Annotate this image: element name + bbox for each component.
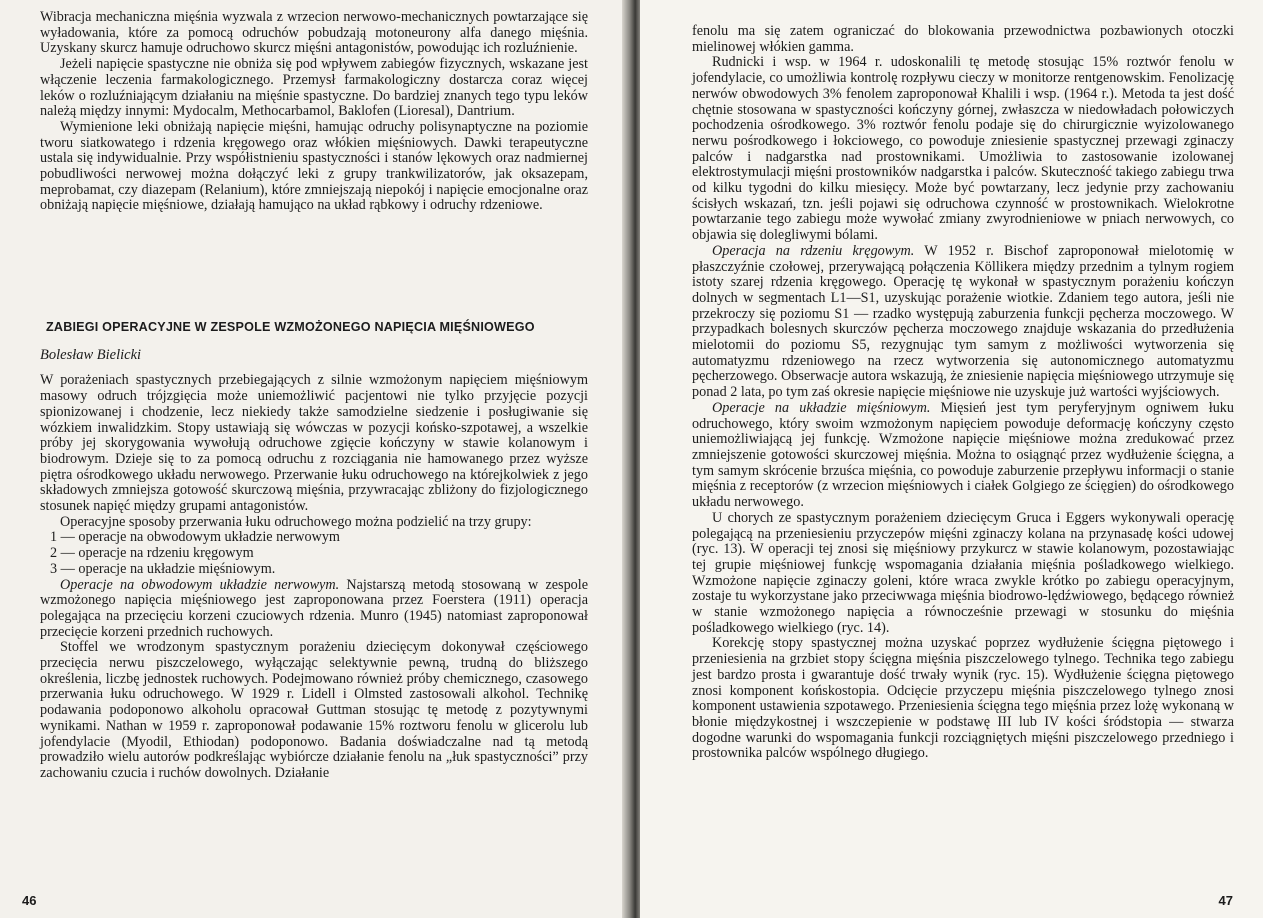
miesnie-text: Mięsień jest tym peryferyjnym ogniwem łuku odruchowego, który swoim wzmożonym napięciem powoduje deformację kończyny często uniemożliwiającą jej funkcję. Wzmożone napięcie mięśniowe można zredukować przez zmniejszenie gotowości skurczowej mięśnia. Można to osiągnąć przez wydłużenie ścięgna, a tym samym skrócenie brzuśca mięśnia, co powoduje zaburzenie przepływu informacji o stanie mięśnia z receptorów (z wrzecion mięśniowych i ciałek Golgiego ze ścięgien) do ośrodkowego układu nerwowego. — [692, 399, 1234, 511]
groups-list — [40, 530, 588, 577]
paragraph-intro: W porażeniach spastycznych przebiegających z silnie wzmożonym napięciem mięśniowym masowy odruch trójzgięcia może uniemożliwić pacjentowi nie tylko przyjęcie pozycji spionizowanej i chodzenie, lecz niekiedy także samodzielne siedzenie i posługiwanie się wózkiem inwalidzkim. Stopy ustawiają się wówczas w pozycji końsko-szpotawej, a wszelkie próby jej skorygowania wywołują odruchowe zgięcie kończyny w stawie kolanowym i biodrowym. Dzieje się to za pomocą odruchu z rozciągania nie hamowanego przez wyższe piętra ośrodkowego układu nerwowego. Przerwanie łuku odruchowego na którejkolwiek z jego składowych zmniejsza gotowość skurczową mięśnia, przywracając zbliżony do fizjologicznego stosunek napięć między grupami antagonistów. — [40, 372, 588, 515]
paragraph-fenol: fenolu ma się zatem ograniczać do blokowania przewodnictwa pozbawionych otoczki mielinowej włókien gamma. — [692, 23, 1234, 55]
page-number-left: 46 — [22, 893, 37, 908]
right-column — [692, 24, 1234, 762]
paragraph-obwodowy — [40, 578, 588, 641]
paragraph-rudnicki: Rudnicki i wsp. w 1964 r. udoskonalili tę metodę stosując 15% roztwór fenolu w jofendylacie, co umożliwia kontrolę rozpływu cieczy w monitorze rentgenowskim. Fenolizację nerwów obwodowych 3% fenolem zaproponował Khalili i wsp. (1964 r.). Metoda ta jest dość chętnie stosowana w spastyczności kończyny górnej, zwłaszcza w niedowładach połowiczych pochodzenia ośrodkowego. 3% roztwór fenolu podaje się do chirurgicznie wyizolowanego nerwu pośrodkowego i łokciowego, co powoduje zniesienie spastycznej przewagi zginaczy palców i nadgarstka nad prostownikami. Umożliwia to zastosowanie izolowanej elektrostymulacji mięśni prostowników nadgarstka i palców. Skuteczność takiego zabiegu trwa od kilku tygodni do kilku miesięcy. Może być powtarzany, lecz jedynie przy zachowaniu ścisłych wskazań, tzn. jeśli pojawi się odruchowa czynność w prostownikach. Wielokrotne powtarzanie tego zabiegu może wywołać zmiany zwyrodnieniowe w pniach nerwowych, co objawia się dolegliwymi bólami. — [692, 54, 1234, 244]
left-section-column — [40, 320, 588, 782]
paragraph-farmakologia: Jeżeli napięcie spastyczne nie obniża się pod wpływem zabiegów fizycznych, wskazane jest włączenie leczenia farmakologicznego. Przemysł farmakologiczny dostarcza coraz więcej leków o rozluźniającym działaniu na mięśnie spastyczne. Do bardziej znanych tego typu leków należą między innymi: Mydocalm, Methocarbamol, Baklofen (Lioresal), Dantrium. — [40, 56, 588, 120]
page-number-right: 47 — [1218, 893, 1233, 908]
list-item: 2 — operacje na rdzeniu kręgowym — [50, 545, 254, 562]
paragraph-leki: Wymienione leki obniżają napięcie mięśni, hamując odruchy polisynaptyczne na poziomie tworu siatkowatego i rdzenia kręgowego oraz włókien mięśniowych. Dawki terapeutyczne ustala się indywidualnie. Przy współistnieniu spastyczności i stanów lękowych oraz nadmiernej pobudliwości nerwowej można dołączyć leki z grupy trankwilizatorów, jak oksazepam, meprobamat, czy diazepam (Relanium), które zmniejszają niepokój i napięcie emocjonalne oraz obniżają napięcie mięśniowe, działają hamująco na układ rąbkowy i odruchy rdzeniowe. — [40, 118, 588, 214]
paragraph-groups-intro: Operacyjne sposoby przerwania łuku odruchowego można podzielić na trzy grupy: — [60, 513, 532, 530]
paragraph-miesnie — [692, 401, 1234, 511]
section-heading: ZABIEGI OPERACYJNE W ZESPOLE WZMOŻONEGO NAPIĘCIA MIĘŚNIOWEGO — [46, 320, 535, 334]
author-name: Bolesław Bielicki — [40, 346, 142, 363]
rdzen-text: W 1952 r. Bischof zaproponował mielotomię w płaszczyźnie czołowej, przerywającą połączenia Köllikera między przednim a tylnym rogiem istoty szarej rdzenia kręgowego. Operację tę wykonał w spastycznym porażeniu kończyn dolnych w segmentach L1—S1, uzyskując porażenie wiotkie. Zdaniem tego autora, jeśli nie przekroczy się poziomu S1 — rzadko występują zaburzenia funkcji pęcherza moczowego. W przypadkach bolesnych skurczów pęcherza moczowego znajduje wskazania do przedłużenia mielotomii do poziomu S5, rezygnując tym samym z możliwości wytworzenia się automatyzmu rdzeniowego na rzecz wytworzenia się autonomicznego automatyzmu pęcherzowego. Obserwacje autora wskazują, że zniesienie napięcia mięśniowego utrzymuje się ponad 2 lata, po tym zaś okresie napięcie mięśniowe nie uzyskuje już wartości wyjściowych. — [692, 242, 1235, 401]
list-item: 1 — operacje na obwodowym układzie nerwowym — [50, 529, 340, 546]
paragraph-rdzen — [692, 244, 1234, 401]
paragraph-stoffel: Stoffel we wrodzonym spastycznym porażeniu dziecięcym dokonywał częściowego przecięcia nerwu piszczelowego, wyłączając selektywnie pewną, trudną do bliższego określenia, liczbę jednostek ruchowych. Podejmowano również próby chemicznego, czasowego przerwania łuku odruchowego. W 1929 r. Lidell i Olmsted zastosowali alkohol. Technikę podawania podoponowo alkoholu opracował Guttman stosując tę metodę z pozytywnymi wynikami. Nathan w 1959 r. zaproponował podawanie 15% roztworu fenolu w glicerolu lub jofendylacie (Myodil, Ethiodan) podoponowo. Badania doświadczalne nad tą metodą prowadziło wielu autorów podkreślając wybiórcze działanie fenolu na „łuk spastyczności” przy zachowaniu czucia i ruchów dowolnych. Działanie — [40, 639, 588, 781]
obwodowy-text: Najstarszą metodą stosowaną w zespole wzmożonego napięcia mięśniowego jest zaproponowana przez Foerstera (1911) operacja polegająca na przecięciu korzeni czuciowych rdzenia. Munro (1945) natomiast zaproponował przecięcie korzeni przednich ruchowych. — [40, 576, 588, 640]
subsection-title-obwodowy: Operacje na obwodowym układzie nerwowym. — [60, 576, 340, 593]
right-page — [640, 0, 1263, 918]
subsection-title-miesnie: Operacje na układzie mięśniowym. — [712, 399, 931, 416]
paragraph-gruca: U chorych ze spastycznym porażeniem dziecięcym Gruca i Eggers wykonywali operację polegającą na przeniesieniu przyczepów mięśni zginaczy kolana na przynasadę kości udowej (ryc. 13). W operacji tej znosi się mięśniowy przykurcz w stawie kolanowym, pozostawiając tej grupie mięśniowej funkcję wspomagania działania mięśnia pośladkowego wielkiego. Wzmożone napięcie zginaczy goleni, które wraca zwykle krótko po zabiegu operacyjnym, zostaje tu wykorzystane jako przeciwwaga mięśnia biodrowo-lędźwiowego, będącego również w stanie wzmożonego napięcia a równocześnie przewagi w stosunku do mięśnia pośladkowego wielkiego (ryc. 14). — [692, 509, 1234, 636]
paragraph-wibracja: Wibracja mechaniczna mięśnia wyzwala z wrzecion nerwowo-mechanicznych powtarzające się wyładowania, które za pomocą odruchów pobudzają motoneurony alfa danego mięśnia. Uzyskany skurcz hamuje odruchowo skurcz mięśni antagonistów, powodując ich rozluźnienie. — [40, 9, 588, 57]
subsection-title-rdzen: Operacja na rdzeniu kręgowym. — [712, 242, 915, 259]
paragraph-korekcja: Korekcję stopy spastycznej można uzyskać poprzez wydłużenie ścięgna piętowego i przeniesienia na grzbiet stopy ścięgna mięśnia piszczelowego tylnego. Technika tego zabiegu jest bardzo prosta i gwarantuje dość trwały wynik (ryc. 15). Wydłużenie ścięgna piętowego znosi komponent końskostopia. Odcięcie przyczepu mięśnia piszczelowego tylnego znosi komponent ustawienia szpotawego. Przeniesienia ścięgna tego mięśnia przez lożę wykonaną w błonie międzykostnej i wszczepienie w podstawę III lub IV kości śródstopia — stwarza dogodne warunki do wspomagania funkcji rozciągniętych mięśni piszczelowego przedniego i prostownika palców wspólnego długiego. — [692, 635, 1234, 762]
left-top-column — [40, 10, 588, 214]
list-item: 3 — operacje na układzie mięśniowym. — [50, 560, 276, 577]
